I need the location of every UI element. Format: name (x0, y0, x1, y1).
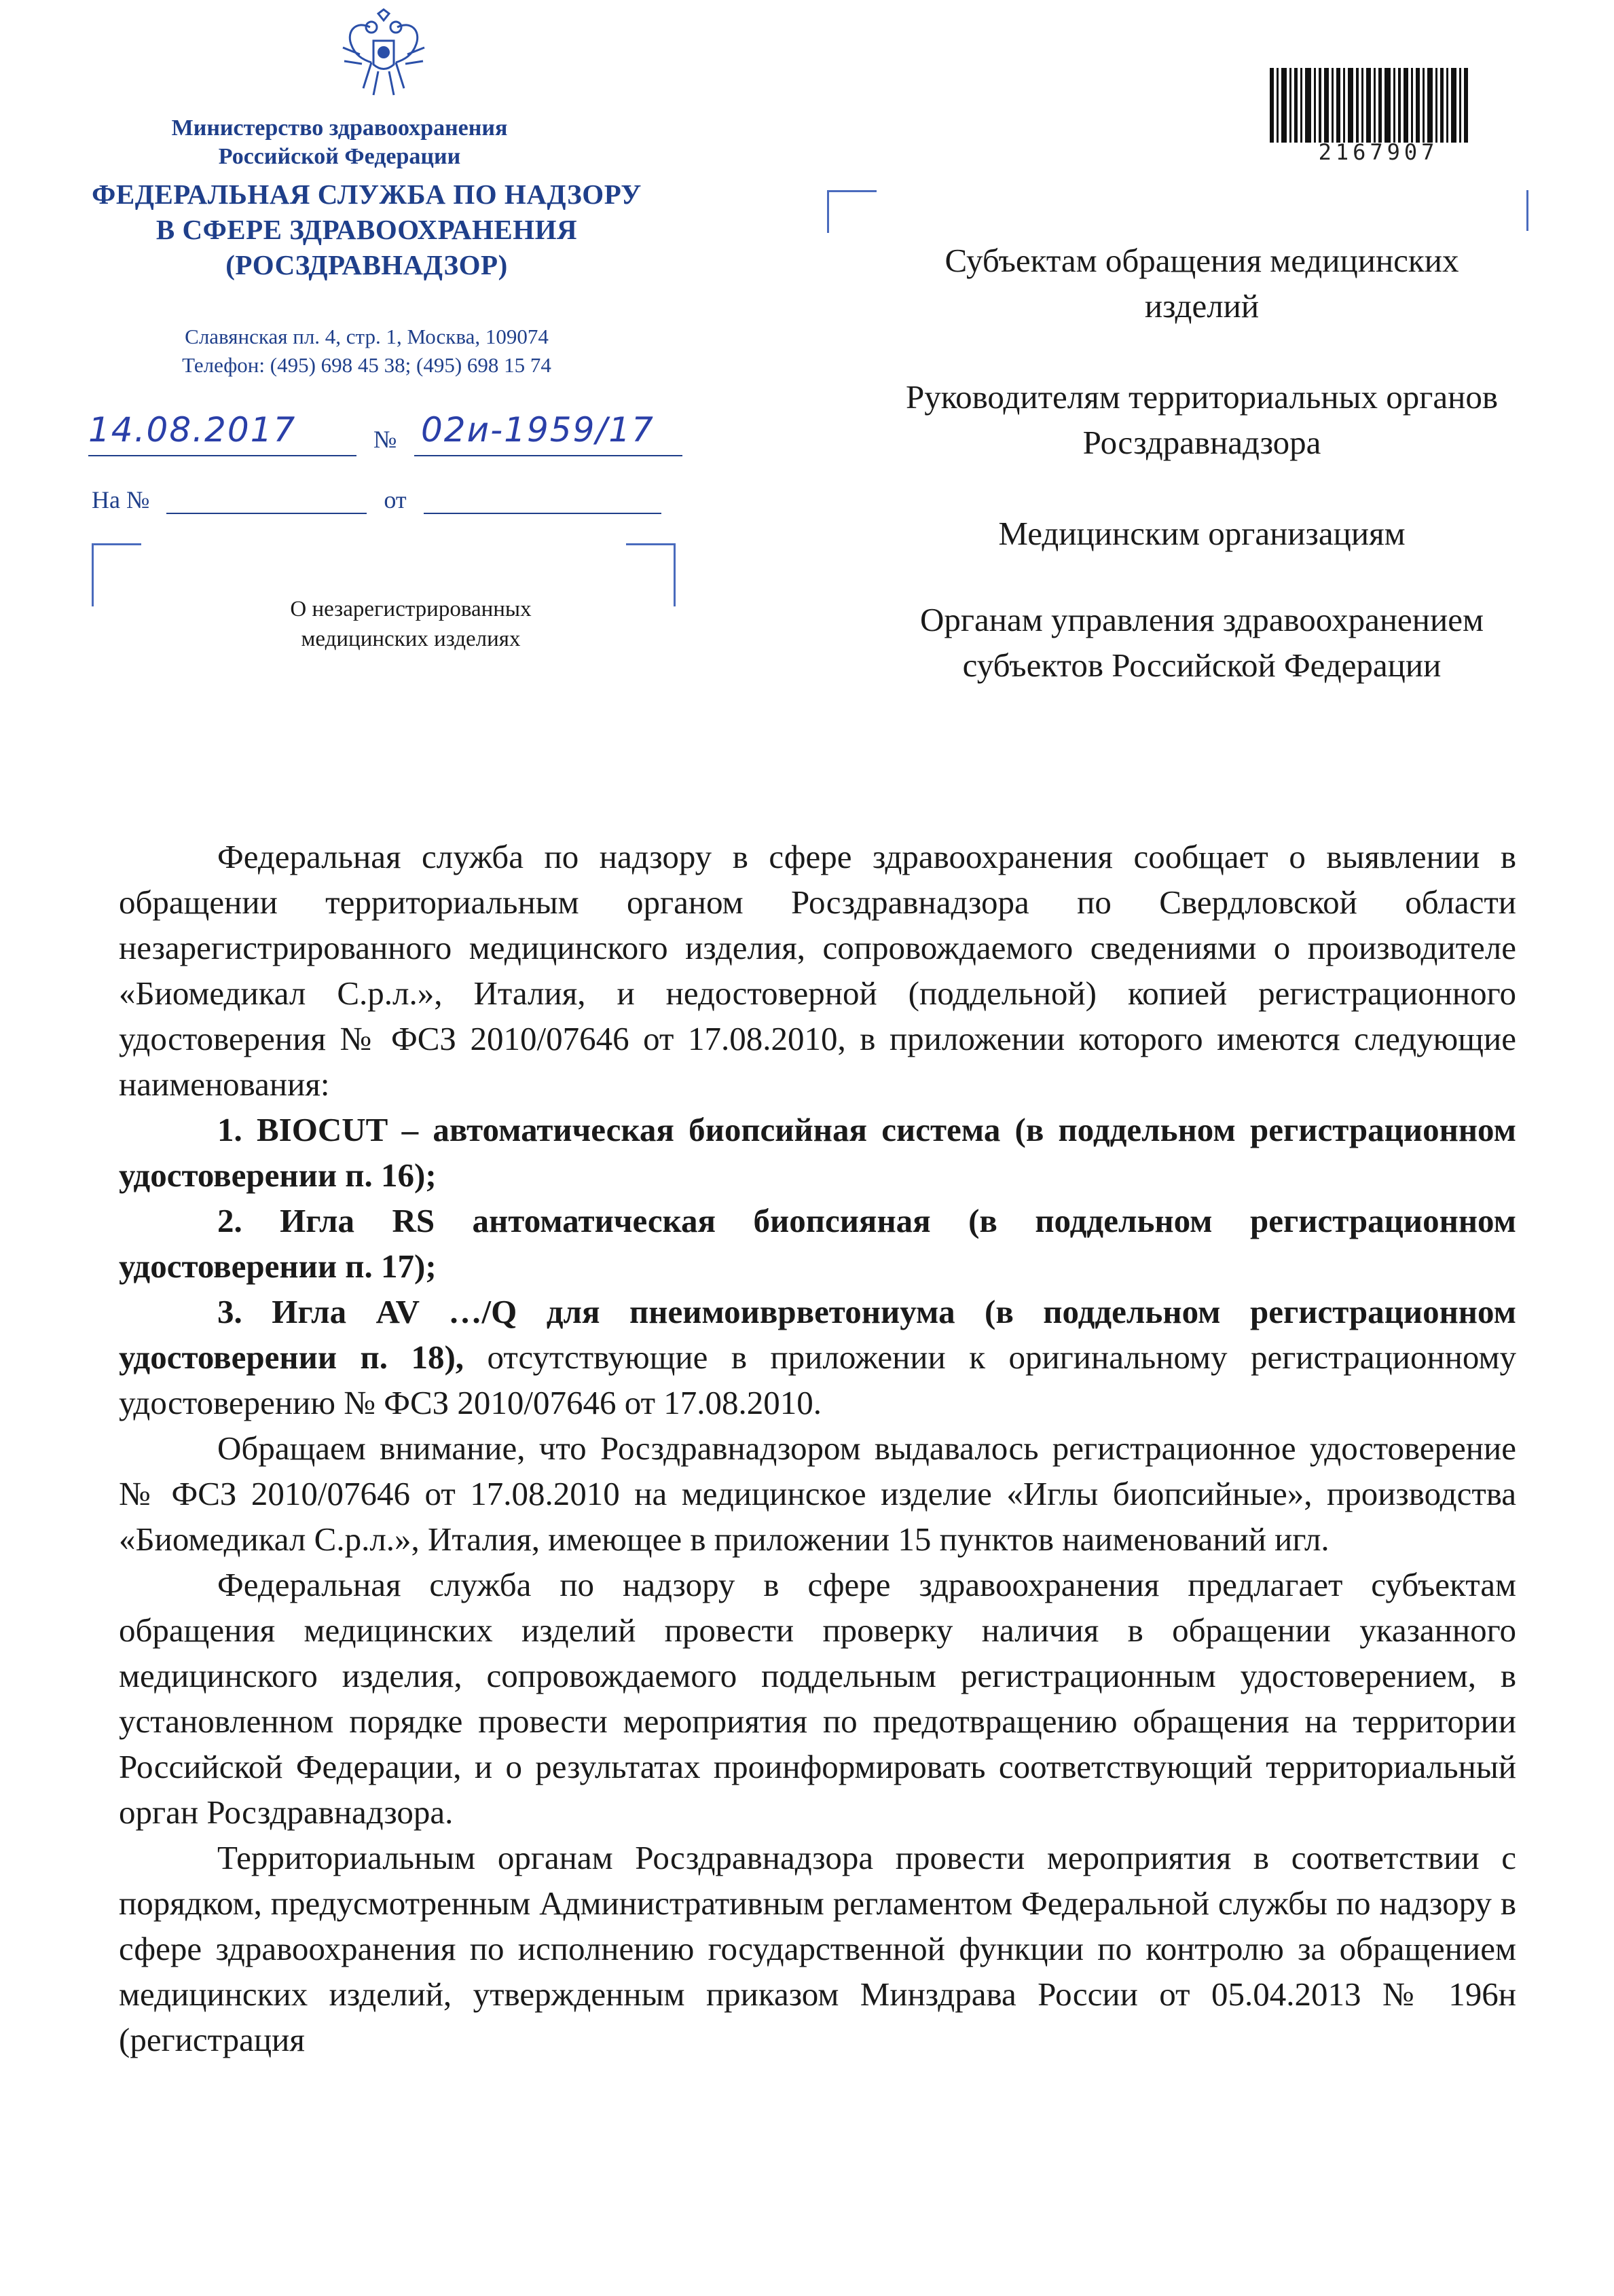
addressee: Руководителям территориальных органов Росздравнадзора (906, 378, 1498, 461)
double-headed-eagle-icon (336, 7, 431, 102)
paragraph: Обращаем внимание, что Росздравнадзором выдавалось регистрационное удостоверение № ФСЗ 2010/07646 от 17.08.2010 на медицинское изделие «Иглы биопсийные», производства «Биомедикал С.р.л.», Италия, имеющее в приложении 15 пунктов наименований игл. (119, 1429, 1516, 1558)
ministry-name: Министерство здравоохранения Российской Федерации (171, 115, 508, 169)
number-sign: № (373, 426, 397, 453)
service-name: ФЕДЕРАЛЬНАЯ СЛУЖБА ПО НАДЗОРУ В СФЕРЕ ЗДРАВООХРАНЕНИЯ (РОСЗДРАВНАДЗОР) (92, 179, 642, 280)
addressee-block (896, 238, 1507, 733)
list-item-rest: отсутствующие в приложении к оригинальному регистрационному удостоверению № ФСЗ 2010/07646 от 17.08.2010. (119, 1338, 1516, 1421)
addressee: Субъектам обращения медицинских изделий (944, 242, 1459, 325)
list-item-bold: 3. Игла AV …/Q для пнеимоиврветониума (в поддельном регистрационном удостоверении п. 18), (119, 1293, 1516, 1376)
reference-line (92, 486, 661, 514)
address-bracket (827, 190, 877, 233)
registration-number: 02и-1959/17 (421, 410, 655, 450)
addressee: Медицинским организациям (998, 515, 1406, 552)
number-underline (414, 455, 682, 456)
ref-number-blank (166, 490, 367, 514)
from-label: от (384, 486, 407, 513)
date-underline (88, 455, 356, 456)
paragraph: Федеральная служба по надзору в сфере здравоохранения предлагает субъектам обращения медицинских изделий провести проверку наличия в обращении указанного медицинского изделия, сопровождаемого поддельным регистрационным удостоверением, в установленном порядке провести мероприятия по предотвращению обращения на территории Российской Федерации, и о результатах проинформировать соответствующий территориальный орган Росздравнадзора. (119, 1566, 1516, 1831)
paragraph: Федеральная служба по надзору в сфере здравоохранения сообщает о выявлении в обращении территориальным органом Росздравнадзора по Свердловской области незарегистрированного медицинского изделия, сопровождаемого сведениями о производителе «Биомедикал С.р.л.», Италия, и недостоверной (поддельной) копией регистрационного удостоверения № ФСЗ 2010/07646 от 17.08.2010, в приложении которого имеются следующие наименования: (119, 838, 1516, 1103)
list-item (119, 1289, 1516, 1425)
registration-line (88, 407, 699, 462)
document-subject: О незарегистрированных медицинских изделиях (290, 597, 532, 651)
ref-label: На № (92, 486, 150, 513)
barcode (1270, 68, 1473, 143)
address-bracket-right (1526, 190, 1528, 231)
letter-body (119, 834, 1516, 2062)
paragraph: Территориальным органам Росздравнадзора провести мероприятия в соответствии с порядком, предусмотренным Административным регламентом Федеральной службы по надзору в сфере здравоохранения по исполнению государственной функции по контролю за обращением медицинских изделий, утвержденным приказом Минздрава России от 05.04.2013 № 196н (регистрация (119, 1839, 1516, 2058)
list-item: 1. BIOCUT – автоматическая биопсийная система (в поддельном регистрационном удостоверении п. 16); (119, 1111, 1516, 1194)
list-item: 2. Игла RS антоматическая биопсияная (в поддельном регистрационном удостоверении п. 17); (119, 1202, 1516, 1285)
registration-date: 14.08.2017 (88, 410, 297, 450)
from-date-blank (424, 490, 661, 514)
barcode-number: 2167907 (1318, 139, 1439, 165)
service-address: Славянская пл. 4, стр. 1, Москва, 109074 Телефон: (495) 698 45 38; (495) 698 15 74 (182, 325, 551, 377)
addressee: Органам управления здравоохранением субъектов Российской Федерации (919, 601, 1484, 684)
